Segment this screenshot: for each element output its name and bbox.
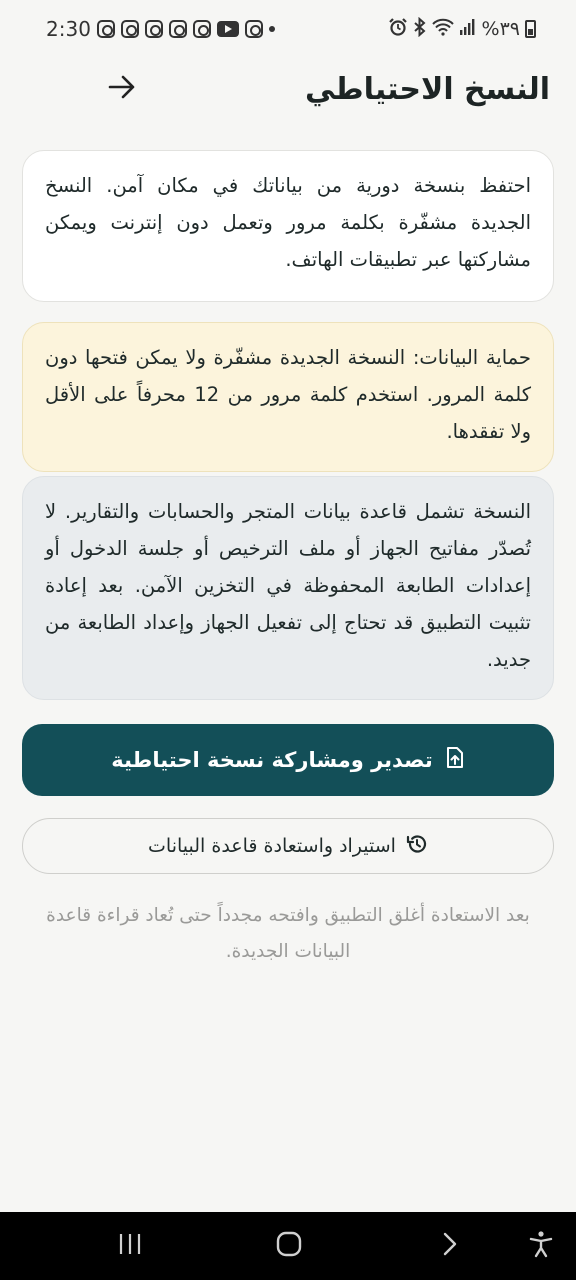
- instagram-icon: [169, 20, 187, 38]
- instagram-icon: [121, 20, 139, 38]
- warning-text: حماية البيانات: النسخة الجديدة مشفّرة ولا يمكن فتحها دون كلمة المرور. استخدم كلمة مرور من 12 محرفاً على الأقل ولا تفقدها.: [45, 346, 532, 443]
- accessibility-icon: [529, 1230, 553, 1262]
- system-nav-bar: [0, 1212, 576, 1280]
- import-restore-label: استيراد واستعادة قاعدة البيانات: [148, 835, 396, 857]
- import-restore-button[interactable]: [22, 818, 554, 874]
- accessibility-button[interactable]: [522, 1226, 560, 1266]
- alarm-icon: [388, 17, 408, 42]
- status-right: [388, 17, 536, 42]
- instagram-icon: [245, 20, 263, 38]
- instagram-icon: [97, 20, 115, 38]
- info-text: النسخة تشمل قاعدة بيانات المتجر والحسابات والتقارير. لا تُصدّر مفاتيح الجهاز أو ملف الترخيص أو جلسة الدخول أو إعدادات الطابعة المحفوظة في التخزين الآمن. بعد إعادة تثبيت التطبيق قد تحتاج إلى تفعيل الجهاز وإعداد الطابعة من جديد.: [45, 500, 531, 671]
- restore-note: بعد الاستعادة أغلق التطبيق وافتحه مجدداً حتى تُعاد قراءة قاعدة البيانات الجديدة.: [46, 905, 530, 962]
- wifi-icon: [432, 18, 454, 41]
- page-title: النسخ الاحتياطي: [305, 71, 550, 107]
- status-left: [40, 17, 283, 41]
- info-card: [22, 476, 554, 700]
- notification-dot-icon: [269, 26, 275, 32]
- intro-text: احتفظ بنسخة دورية من بياناتك في مكان آمن. النسخ الجديدة مشفّرة بكلمة مرور وتعمل دون إنترنت ويمكن مشاركتها عبر تطبيقات الهاتف.: [45, 174, 531, 271]
- home-button[interactable]: [268, 1226, 310, 1266]
- export-backup-button[interactable]: [22, 724, 554, 796]
- back-nav-button[interactable]: [430, 1226, 470, 1266]
- export-backup-label: تصدير ومشاركة نسخة احتياطية: [111, 748, 433, 772]
- app-header: [0, 62, 576, 116]
- instagram-icon: [145, 20, 163, 38]
- arrow-back-icon: [108, 72, 136, 107]
- intro-card: [22, 150, 554, 302]
- battery-percent: %٣٩: [481, 18, 520, 40]
- back-button[interactable]: [100, 67, 144, 111]
- youtube-icon: [217, 21, 239, 37]
- bluetooth-icon: [413, 17, 427, 42]
- chevron-right-icon: [442, 1232, 458, 1260]
- file-upload-icon: [445, 747, 465, 774]
- recent-apps-icon: [118, 1233, 142, 1259]
- battery-icon: [525, 20, 536, 38]
- status-time: 2:30: [46, 17, 91, 41]
- recent-apps-button[interactable]: [110, 1226, 150, 1266]
- instagram-icon: [193, 20, 211, 38]
- history-icon: [406, 833, 428, 860]
- home-icon: [276, 1231, 302, 1261]
- warning-card: [22, 322, 554, 472]
- status-bar: [0, 0, 576, 58]
- signal-icon: [459, 18, 477, 41]
